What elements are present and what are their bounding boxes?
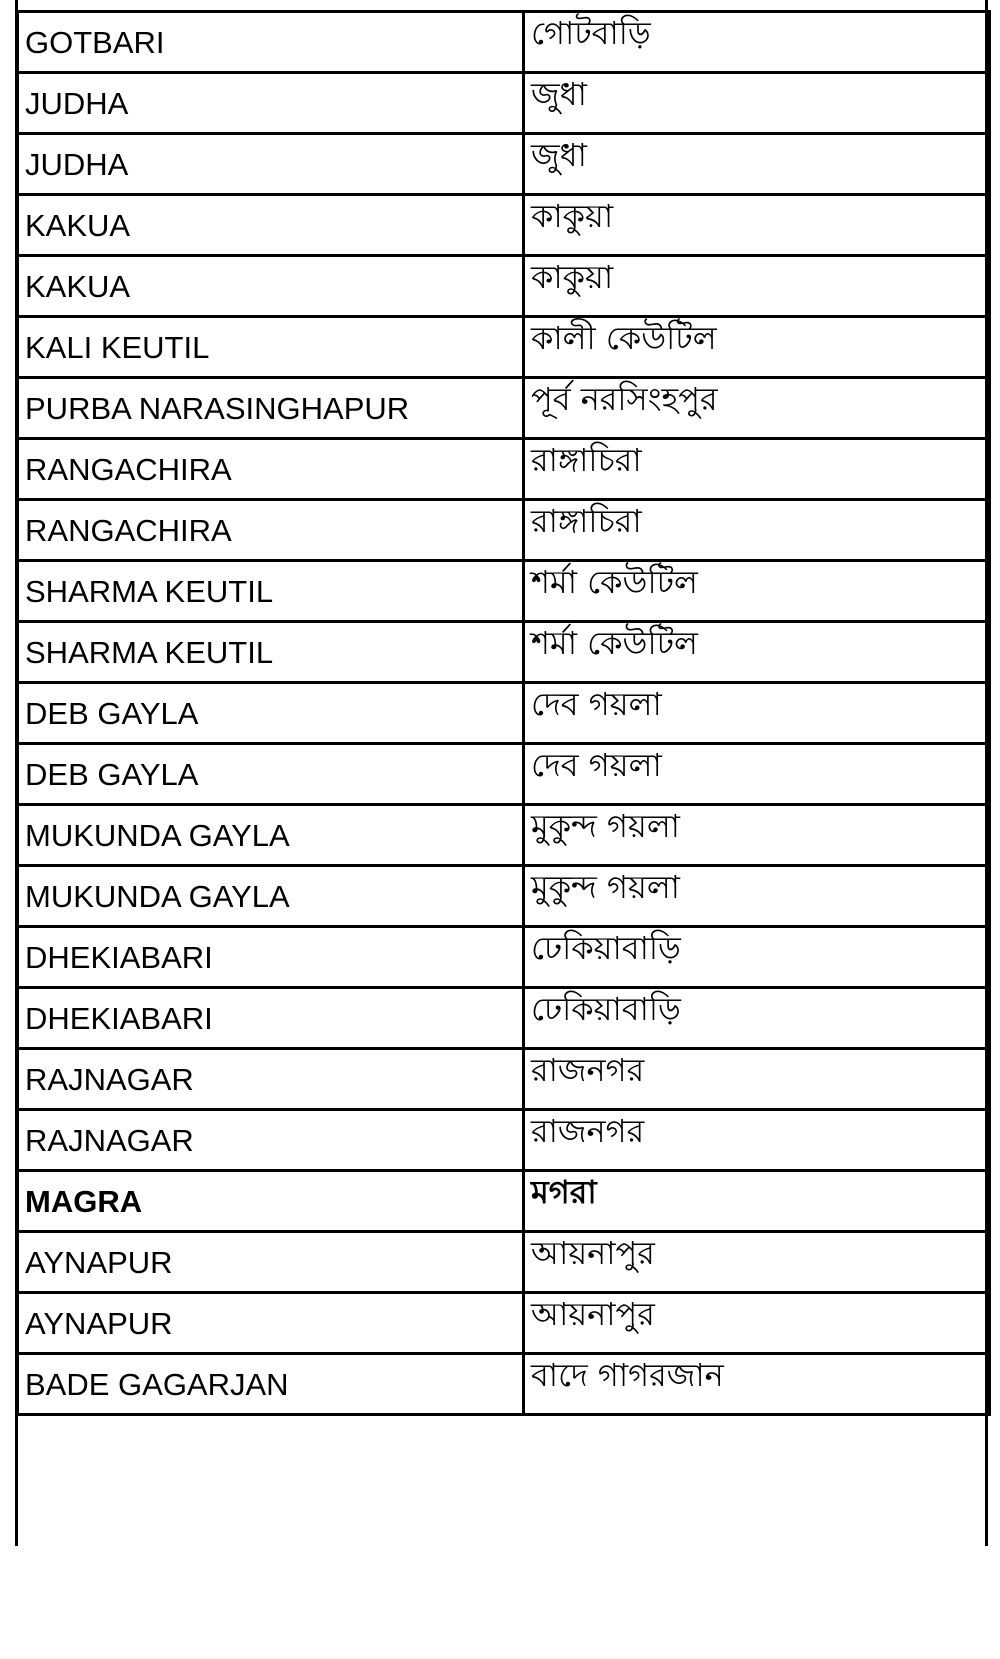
table-row <box>18 683 990 744</box>
bengali-name-cell: আয়নাপুর <box>524 1293 990 1354</box>
bengali-name-cell: জুধা <box>524 73 990 134</box>
english-name-cell: GOTBARI <box>18 12 524 73</box>
bengali-name-cell: কাকুয়া <box>524 195 990 256</box>
bengali-name-cell: বাদে গাগরজান <box>524 1354 990 1415</box>
english-name-cell: KALI KEUTIL <box>18 317 524 378</box>
english-name-cell: AYNAPUR <box>18 1232 524 1293</box>
english-name-cell: SHARMA KEUTIL <box>18 561 524 622</box>
english-name-cell: MUKUNDA GAYLA <box>18 805 524 866</box>
table-row <box>18 378 990 439</box>
table-row <box>18 927 990 988</box>
table-row <box>18 1293 990 1354</box>
bengali-name-cell: ঢেকিয়াবাড়ি <box>524 988 990 1049</box>
english-name-cell: RANGACHIRA <box>18 439 524 500</box>
bengali-name-cell: দেব গয়লা <box>524 744 990 805</box>
bengali-name-cell: গোটবাড়ি <box>524 12 990 73</box>
table-row <box>18 805 990 866</box>
table-row <box>18 12 990 73</box>
table-row <box>18 1354 990 1415</box>
bengali-name-cell: আয়নাপুর <box>524 1232 990 1293</box>
table-body <box>18 12 990 1415</box>
english-name-cell: KAKUA <box>18 195 524 256</box>
english-name-cell: DHEKIABARI <box>18 988 524 1049</box>
table-row <box>18 1110 990 1171</box>
english-name-cell: DEB GAYLA <box>18 744 524 805</box>
table-row <box>18 195 990 256</box>
bengali-name-cell: শর্মা কেউটিল <box>524 561 990 622</box>
english-name-cell: PURBA NARASINGHAPUR <box>18 378 524 439</box>
table-row <box>18 317 990 378</box>
english-name-cell: JUDHA <box>18 73 524 134</box>
table-row <box>18 439 990 500</box>
table-row <box>18 1232 990 1293</box>
bengali-name-cell: শর্মা কেউটিল <box>524 622 990 683</box>
table-row <box>18 256 990 317</box>
table-row <box>18 866 990 927</box>
bengali-name-cell: দেব গয়লা <box>524 683 990 744</box>
bengali-name-cell: ঢেকিয়াবাড়ি <box>524 927 990 988</box>
bengali-name-cell: রাঙ্গাচিরা <box>524 439 990 500</box>
bengali-name-cell: জুধা <box>524 134 990 195</box>
english-name-cell: DHEKIABARI <box>18 927 524 988</box>
english-name-cell: AYNAPUR <box>18 1293 524 1354</box>
table-row <box>18 500 990 561</box>
english-name-cell: JUDHA <box>18 134 524 195</box>
table-row <box>18 73 990 134</box>
table-row <box>18 561 990 622</box>
bengali-name-cell: কাকুয়া <box>524 256 990 317</box>
bengali-name-cell: পূর্ব নরসিংহপুর <box>524 378 990 439</box>
bengali-name-cell: রাজনগর <box>524 1049 990 1110</box>
bengali-name-cell: মগরা <box>524 1171 990 1232</box>
bengali-name-cell: রাঙ্গাচিরা <box>524 500 990 561</box>
bengali-name-cell: কালী কেউটিল <box>524 317 990 378</box>
english-name-cell: MUKUNDA GAYLA <box>18 866 524 927</box>
english-name-cell: RAJNAGAR <box>18 1110 524 1171</box>
table-row-heading <box>18 1171 990 1232</box>
table-row <box>18 622 990 683</box>
english-name-cell: KAKUA <box>18 256 524 317</box>
english-name-cell: RANGACHIRA <box>18 500 524 561</box>
english-name-cell: BADE GAGARJAN <box>18 1354 524 1415</box>
english-name-cell: MAGRA <box>18 1171 524 1232</box>
english-name-cell: SHARMA KEUTIL <box>18 622 524 683</box>
english-name-cell: DEB GAYLA <box>18 683 524 744</box>
table-row <box>18 988 990 1049</box>
table-row <box>18 1049 990 1110</box>
bengali-name-cell: মুকুন্দ গয়লা <box>524 866 990 927</box>
place-names-table <box>16 10 991 1416</box>
english-name-cell: RAJNAGAR <box>18 1049 524 1110</box>
bengali-name-cell: মুকুন্দ গয়লা <box>524 805 990 866</box>
table-row <box>18 134 990 195</box>
table-row <box>18 744 990 805</box>
bengali-name-cell: রাজনগর <box>524 1110 990 1171</box>
